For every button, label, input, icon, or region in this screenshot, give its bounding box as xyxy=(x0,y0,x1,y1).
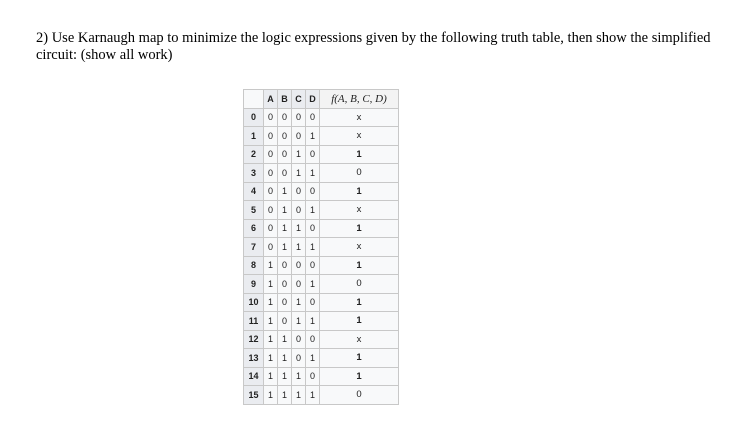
cell-d: 1 xyxy=(306,349,320,368)
table-row xyxy=(244,164,399,183)
table-row xyxy=(244,386,399,405)
cell-c: 1 xyxy=(292,312,306,331)
cell-a: 0 xyxy=(264,182,278,201)
cell-a: 1 xyxy=(264,367,278,386)
cell-a: 1 xyxy=(264,293,278,312)
cell-output: 0 xyxy=(320,386,399,405)
cell-b: 1 xyxy=(278,238,292,257)
cell-output: 1 xyxy=(320,367,399,386)
cell-a: 0 xyxy=(264,108,278,127)
cell-a: 0 xyxy=(264,164,278,183)
row-index: 12 xyxy=(244,330,264,349)
cell-c: 0 xyxy=(292,275,306,294)
header-b: B xyxy=(278,90,292,109)
cell-output: x xyxy=(320,127,399,146)
cell-d: 0 xyxy=(306,145,320,164)
cell-output: 1 xyxy=(320,256,399,275)
truth-table xyxy=(243,89,399,405)
row-index: 6 xyxy=(244,219,264,238)
cell-output: x xyxy=(320,238,399,257)
cell-c: 0 xyxy=(292,349,306,368)
table-row xyxy=(244,219,399,238)
row-index: 5 xyxy=(244,201,264,220)
row-index: 14 xyxy=(244,367,264,386)
cell-d: 1 xyxy=(306,386,320,405)
cell-c: 1 xyxy=(292,367,306,386)
cell-b: 1 xyxy=(278,219,292,238)
cell-a: 1 xyxy=(264,275,278,294)
question-text: 2) Use Karnaugh map to minimize the logic expressions given by the following truth table, then show the simplified circuit: (show all work) xyxy=(36,30,711,63)
cell-b: 0 xyxy=(278,293,292,312)
cell-d: 0 xyxy=(306,219,320,238)
cell-d: 0 xyxy=(306,256,320,275)
cell-d: 0 xyxy=(306,330,320,349)
cell-output: 1 xyxy=(320,145,399,164)
cell-output: 1 xyxy=(320,182,399,201)
truth-table-header-row xyxy=(244,90,399,109)
cell-c: 0 xyxy=(292,108,306,127)
table-row xyxy=(244,275,399,294)
table-row xyxy=(244,108,399,127)
cell-b: 1 xyxy=(278,349,292,368)
cell-output: x xyxy=(320,201,399,220)
row-index: 2 xyxy=(244,145,264,164)
cell-output: x xyxy=(320,108,399,127)
cell-a: 0 xyxy=(264,238,278,257)
table-row xyxy=(244,349,399,368)
cell-b: 0 xyxy=(278,275,292,294)
header-a: A xyxy=(264,90,278,109)
table-row xyxy=(244,127,399,146)
cell-d: 1 xyxy=(306,127,320,146)
cell-c: 1 xyxy=(292,238,306,257)
cell-a: 0 xyxy=(264,145,278,164)
cell-output: 1 xyxy=(320,349,399,368)
cell-c: 1 xyxy=(292,293,306,312)
cell-output: 0 xyxy=(320,164,399,183)
cell-a: 0 xyxy=(264,201,278,220)
cell-a: 1 xyxy=(264,349,278,368)
cell-b: 0 xyxy=(278,164,292,183)
row-index: 11 xyxy=(244,312,264,331)
cell-c: 0 xyxy=(292,256,306,275)
cell-c: 1 xyxy=(292,145,306,164)
table-row xyxy=(244,238,399,257)
cell-c: 1 xyxy=(292,164,306,183)
cell-output: 1 xyxy=(320,293,399,312)
table-row xyxy=(244,182,399,201)
cell-output: 1 xyxy=(320,219,399,238)
cell-b: 0 xyxy=(278,256,292,275)
cell-d: 0 xyxy=(306,108,320,127)
table-row xyxy=(244,312,399,331)
cell-b: 0 xyxy=(278,312,292,331)
cell-a: 1 xyxy=(264,312,278,331)
table-row xyxy=(244,256,399,275)
cell-c: 1 xyxy=(292,219,306,238)
cell-b: 0 xyxy=(278,108,292,127)
cell-a: 0 xyxy=(264,127,278,146)
row-index: 3 xyxy=(244,164,264,183)
cell-b: 1 xyxy=(278,386,292,405)
row-index: 13 xyxy=(244,349,264,368)
truth-table-body xyxy=(244,108,399,404)
header-c: C xyxy=(292,90,306,109)
row-index: 8 xyxy=(244,256,264,275)
table-row xyxy=(244,367,399,386)
cell-a: 0 xyxy=(264,219,278,238)
cell-d: 1 xyxy=(306,201,320,220)
row-index: 4 xyxy=(244,182,264,201)
row-index: 7 xyxy=(244,238,264,257)
cell-c: 0 xyxy=(292,201,306,220)
header-index xyxy=(244,90,264,109)
row-index: 1 xyxy=(244,127,264,146)
row-index: 9 xyxy=(244,275,264,294)
row-index: 15 xyxy=(244,386,264,405)
cell-a: 1 xyxy=(264,386,278,405)
cell-output: 0 xyxy=(320,275,399,294)
cell-d: 0 xyxy=(306,293,320,312)
cell-d: 1 xyxy=(306,312,320,331)
cell-b: 1 xyxy=(278,182,292,201)
cell-b: 1 xyxy=(278,201,292,220)
cell-c: 0 xyxy=(292,127,306,146)
cell-d: 1 xyxy=(306,275,320,294)
cell-b: 1 xyxy=(278,330,292,349)
cell-output: x xyxy=(320,330,399,349)
cell-b: 0 xyxy=(278,127,292,146)
cell-b: 0 xyxy=(278,145,292,164)
cell-c: 0 xyxy=(292,182,306,201)
cell-d: 1 xyxy=(306,238,320,257)
table-row xyxy=(244,145,399,164)
cell-c: 1 xyxy=(292,386,306,405)
table-row xyxy=(244,293,399,312)
cell-output: 1 xyxy=(320,312,399,331)
cell-d: 0 xyxy=(306,182,320,201)
header-output: f(A, B, C, D) xyxy=(320,90,399,109)
cell-b: 1 xyxy=(278,367,292,386)
cell-a: 1 xyxy=(264,330,278,349)
cell-d: 1 xyxy=(306,164,320,183)
cell-c: 0 xyxy=(292,330,306,349)
header-d: D xyxy=(306,90,320,109)
row-index: 10 xyxy=(244,293,264,312)
cell-d: 0 xyxy=(306,367,320,386)
table-row xyxy=(244,201,399,220)
table-row xyxy=(244,330,399,349)
cell-a: 1 xyxy=(264,256,278,275)
row-index: 0 xyxy=(244,108,264,127)
